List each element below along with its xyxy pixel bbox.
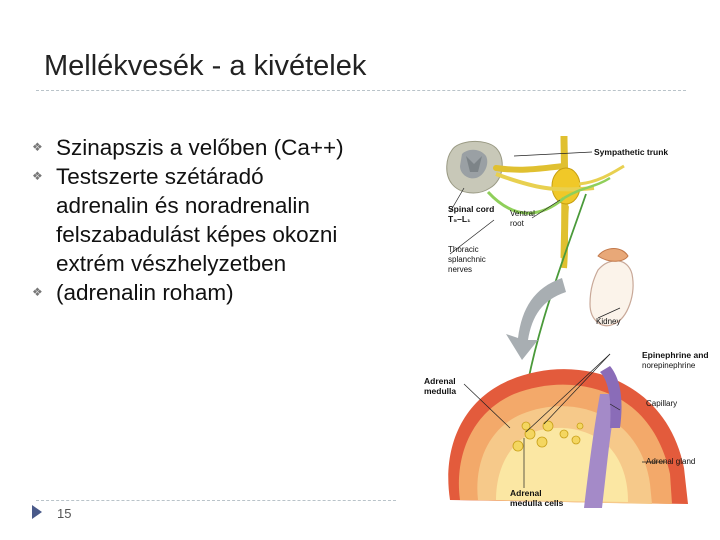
slide-arrow-icon <box>32 505 42 519</box>
label-kidney: Kidney <box>596 317 621 326</box>
bullet-line: extrém vészhelyzetben <box>56 251 287 276</box>
bullet-marker-icon: ❖ <box>32 140 43 154</box>
bullet-marker-icon: ❖ <box>32 285 43 299</box>
label-ventral-root: Ventral <box>510 209 535 218</box>
page-number: 15 <box>57 506 72 521</box>
footer-divider <box>36 500 396 501</box>
bullet-item <box>26 162 406 278</box>
label-sympathetic-trunk: Sympathetic trunk <box>594 147 669 157</box>
label-thoracic-splanchnic: splanchnic <box>448 255 486 264</box>
title-divider <box>36 90 686 91</box>
adrenal-gland-illustration <box>448 366 688 508</box>
bullet-line: Szinapszis a velőben (Ca++) <box>56 135 344 160</box>
label-thoracic-splanchnic: nerves <box>448 265 473 274</box>
label-adrenal-medulla: medulla <box>424 386 457 396</box>
bullet-marker-icon: ❖ <box>32 169 43 183</box>
label-adrenal-medulla: Adrenal <box>424 376 456 386</box>
bullet-line: Testszerte szétáradó <box>56 164 264 189</box>
label-ventral-root: root <box>510 219 524 228</box>
bullet-line: adrenalin és noradrenalin <box>56 193 310 218</box>
label-thoracic-splanchnic: Thoracic <box>448 245 479 254</box>
bullet-line: felszabadulást képes okozni <box>56 222 338 247</box>
label-epinephrine: norepinephrine <box>642 361 696 370</box>
label-medulla-cells: Adrenal <box>510 488 542 498</box>
label-capillary: Capillary <box>646 399 678 408</box>
kidney-illustration <box>590 249 633 326</box>
bullet-line: (adrenalin roham) <box>56 280 234 305</box>
label-epinephrine: Epinephrine and <box>642 350 709 360</box>
bullet-item <box>26 278 406 307</box>
label-adrenal-gland: Adrenal gland <box>646 457 696 466</box>
label-spinal-cord: Spinal cord <box>448 204 495 214</box>
adrenal-medulla-diagram <box>414 128 720 520</box>
bullet-list <box>26 133 406 307</box>
bullet-item <box>26 133 406 162</box>
slide-title: Mellékvesék - a kivételek <box>44 50 367 82</box>
label-spinal-cord-segment: T₅–L₁ <box>448 214 471 224</box>
label-medulla-cells: medulla cells <box>510 498 564 508</box>
